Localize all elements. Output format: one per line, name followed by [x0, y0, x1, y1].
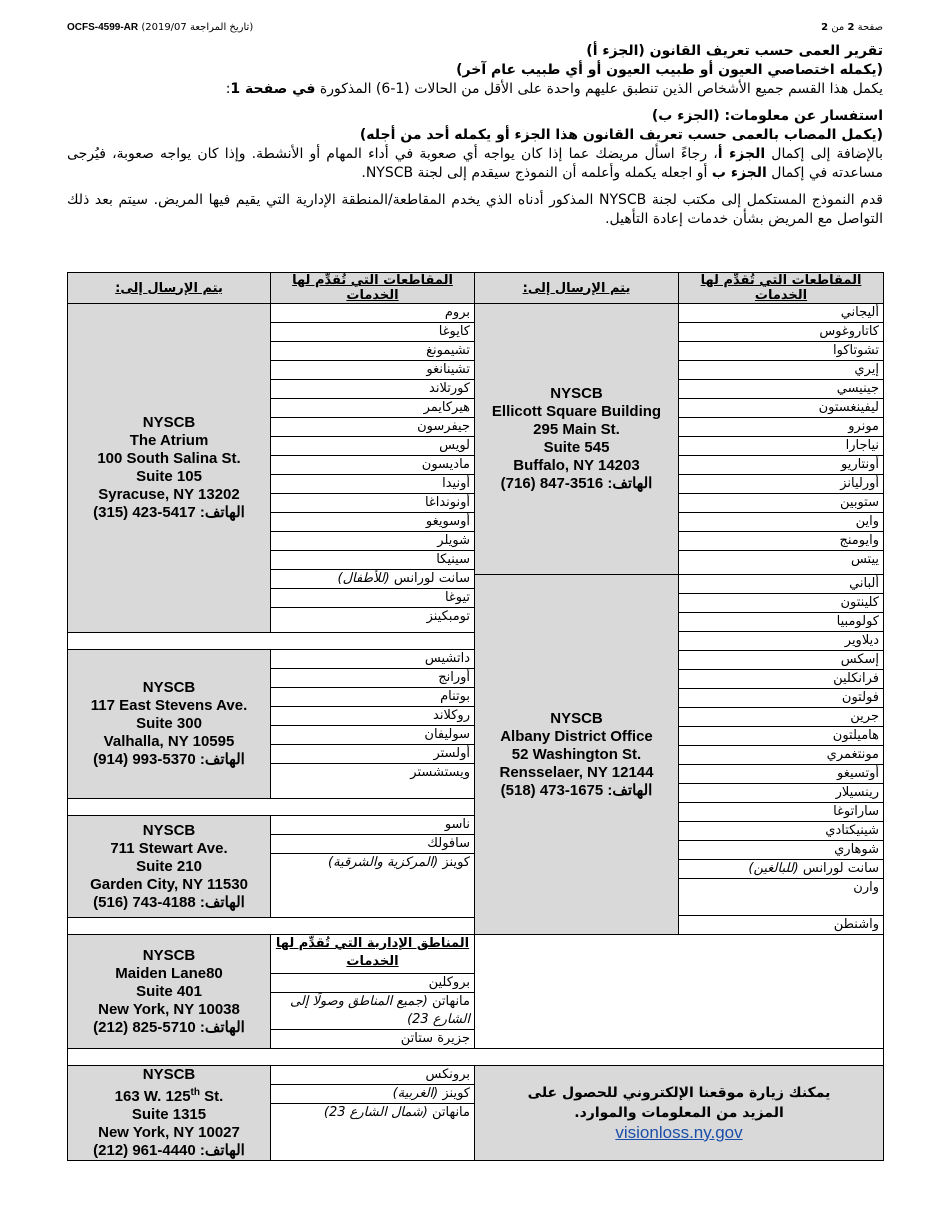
list-item: بوتنام	[271, 688, 474, 707]
harlem-line2	[71, 1084, 267, 1106]
list-item: جرين	[679, 708, 883, 727]
maiden-line1: NYSCB	[142, 946, 196, 964]
website-line1: يمكنك زيارة موقعنا الإلكتروني للحصول على	[527, 1084, 831, 1101]
maiden-boroughs	[271, 935, 475, 1049]
list-item: شوهاري	[679, 841, 883, 860]
list-item: داتشيس	[271, 650, 474, 669]
list-item: روكلاند	[271, 707, 474, 726]
website-line2: المزيد من المعلومات والموارد.	[574, 1104, 784, 1121]
buffalo-phone	[478, 475, 675, 493]
intro-section	[67, 42, 883, 229]
buffalo-counties	[679, 304, 884, 575]
syracuse-phone-label: الهاتف:	[199, 504, 245, 522]
list-item: ييتس	[850, 552, 879, 567]
albany-line4: Rensselaer, NY 12144	[499, 763, 654, 781]
valhalla-line3: Suite 300	[136, 715, 202, 733]
list-item: إسكس	[679, 651, 883, 670]
syracuse-line4: Suite 105	[136, 468, 202, 486]
queens-west: كوينز	[438, 1086, 470, 1101]
albany-counties	[679, 575, 884, 935]
page-of: من	[831, 22, 845, 33]
list-item: بروكلين	[271, 974, 474, 993]
p1-e: أو اجعله يكمله وأعلمه أن النموذج سيقدم إلى لجنة NYSCB.	[361, 165, 712, 181]
row-spacer	[68, 918, 475, 935]
harlem-line2-b: St.	[200, 1088, 224, 1105]
form-id	[67, 22, 253, 33]
harlem-phone	[71, 1142, 267, 1160]
garden-city-line1: NYSCB	[142, 821, 196, 839]
maiden-phone	[71, 1019, 267, 1037]
albany-line2: Albany District Office	[500, 727, 653, 745]
list-item: مونرو	[679, 418, 883, 437]
valhalla-line1: NYSCB	[142, 679, 196, 697]
website-link[interactable]: visionloss.ny.gov	[615, 1122, 743, 1142]
garden-city-phone	[71, 894, 267, 912]
list-item: أونتاريو	[679, 456, 883, 475]
list-item: وايومنج	[679, 532, 883, 551]
list-item	[679, 860, 883, 879]
office-buffalo	[475, 304, 679, 575]
maiden-line3: Suite 401	[136, 982, 202, 1000]
maiden-line4: New York, NY 10038	[98, 1000, 240, 1018]
list-item: شويلر	[271, 532, 474, 551]
list-item: سينيكا	[271, 551, 474, 570]
list-item: تشوتاكوا	[679, 342, 883, 361]
syracuse-line2: The Atrium	[129, 432, 209, 450]
page-current: 2	[847, 22, 855, 33]
list-item: أونيدا	[271, 475, 474, 494]
valhalla-line2: 117 East Stevens Ave.	[90, 697, 248, 715]
manhattan-lower-note: (جميع المناطق وصولًا إلى الشارع 23)	[289, 994, 470, 1027]
list-item: سوليفان	[271, 726, 474, 745]
valhalla-line4: Valhalla, NY 10595	[103, 733, 235, 751]
part-a-text-post: :	[225, 81, 231, 97]
list-item: واين	[679, 513, 883, 532]
office-maiden-lane	[68, 935, 271, 1049]
part-b-title: استفسار عن معلومات: (الجزء ب)	[651, 108, 883, 124]
offices-table	[67, 272, 884, 1161]
garden-city-counties	[271, 816, 475, 918]
harlem-line2-a: 163 W. 125	[114, 1088, 191, 1105]
harlem-line4: New York, NY 10027	[98, 1124, 240, 1141]
list-item: أوتسيغو	[679, 765, 883, 784]
part-a-text-bold: في صفحة 1	[230, 81, 316, 97]
maiden-phone-number: (212) 825-5710	[93, 1018, 196, 1036]
part-b-subtitle: (يكمل المصاب بالعمى حسب تعريف القانون هذا الجزء أو يكمله أحد من أجله)	[359, 127, 883, 143]
list-item: ويستشستر	[410, 765, 470, 781]
office-harlem	[68, 1066, 271, 1161]
syracuse-phone-number: (315) 423-5417	[93, 504, 196, 522]
list-item: أوسويغو	[271, 513, 474, 532]
list-item: كاتاروغوس	[679, 323, 883, 342]
buffalo-line4: Suite 545	[543, 439, 610, 456]
list-item: تشيمونغ	[271, 342, 474, 361]
part-a-text	[67, 80, 883, 99]
albany-line3: 52 Washington St.	[511, 745, 642, 763]
list-item: أليجاني	[679, 304, 883, 323]
empty-cell	[475, 935, 884, 1049]
st-lawrence-children-note: (للأطفال)	[337, 571, 390, 586]
syracuse-line5: Syracuse, NY 13202	[98, 486, 240, 504]
garden-city-line4: Garden City, NY 11530	[90, 875, 248, 893]
p1-c: ، رجاءً اسأل مريضك عما إذا كان يواجه أي صعوبة في أداء المهام أو الأنشطة. وإذا كان يواجه صعوبة، فيُرجى مساعدته في إكمال	[67, 146, 883, 181]
harlem-line3: Suite 1315	[131, 1106, 207, 1123]
list-item: أورليانز	[679, 475, 883, 494]
buffalo-line1: NYSCB	[550, 385, 603, 402]
list-item	[271, 993, 474, 1030]
albany-line1: NYSCB	[550, 709, 603, 727]
part-b-paragraph-1	[67, 145, 883, 183]
albany-phone-number: (518) 473-1675	[500, 781, 604, 799]
list-item: ألباني	[679, 575, 883, 594]
header-counties-left: المقاطعات التي تُقدِّم لها الخدمات	[271, 273, 475, 304]
revision-date: (تاريخ المراجعة 2019/07)	[141, 22, 254, 33]
list-item: شينيكتادي	[679, 822, 883, 841]
manhattan-north: مانهاتن	[427, 1105, 470, 1120]
list-item: هيركايمر	[271, 399, 474, 418]
list-item: كولومبيا	[679, 613, 883, 632]
list-item	[271, 854, 474, 872]
list-item: ناسو	[271, 816, 474, 835]
harlem-line1: NYSCB	[142, 1066, 196, 1083]
list-item: لويس	[271, 437, 474, 456]
page-number	[821, 22, 883, 33]
p1-d: الجزء ب	[711, 165, 767, 181]
list-item: تومبكينز	[426, 609, 470, 624]
list-item: برونكس	[271, 1066, 474, 1085]
manhattan-north-note: (شمال الشارع 23)	[323, 1105, 428, 1120]
valhalla-phone-number: (914) 993-5370	[93, 751, 196, 769]
list-item: جيفرسون	[271, 418, 474, 437]
list-item: وارن	[679, 879, 883, 916]
row-spacer	[68, 633, 475, 650]
buffalo-line5: Buffalo, NY 14203	[513, 457, 640, 474]
list-item: ديلاوير	[679, 632, 883, 651]
harlem-boroughs	[271, 1066, 475, 1161]
harlem-line2-sup: th	[190, 1087, 200, 1098]
albany-phone-label: الهاتف:	[607, 781, 653, 799]
harlem-phone-number: (212) 961-4440	[93, 1142, 196, 1159]
list-item	[271, 1085, 474, 1104]
garden-city-phone-label: الهاتف:	[199, 893, 245, 911]
row-spacer	[68, 799, 475, 816]
office-albany	[475, 575, 679, 935]
office-syracuse	[68, 304, 271, 633]
manhattan-lower: مانهاتن	[427, 994, 470, 1009]
syracuse-phone	[71, 504, 267, 522]
queens-west-note: (الغربية)	[392, 1086, 439, 1101]
list-item: فولتون	[679, 689, 883, 708]
syracuse-counties	[271, 304, 475, 633]
st-lawrence-adults: سانت لورانس	[798, 861, 879, 876]
list-item: ستوبين	[679, 494, 883, 513]
website-cell	[475, 1066, 884, 1161]
list-item: هاميلتون	[679, 727, 883, 746]
garden-city-line2: 711 Stewart Ave.	[110, 839, 228, 857]
list-item: واشنطن	[833, 917, 879, 932]
list-item: كايوغا	[271, 323, 474, 342]
page-total: 2	[821, 22, 829, 33]
header-send-to-right: يتم الإرسال إلى:	[475, 273, 679, 304]
boroughs-header: المناطق الإدارية التي تُقدِّم لها الخدمات	[271, 935, 474, 974]
list-item	[271, 1104, 474, 1122]
header-send-to-left: يتم الإرسال إلى:	[68, 273, 271, 304]
office-garden-city	[68, 816, 271, 918]
list-item	[271, 570, 474, 589]
list-item: ساراتوغا	[679, 803, 883, 822]
list-item: كورتلاند	[271, 380, 474, 399]
list-item: أولستر	[271, 745, 474, 764]
form-number: OCFS-4599-AR	[67, 22, 139, 33]
list-item: سافولك	[271, 835, 474, 854]
row-spacer	[68, 1049, 884, 1066]
page-label: صفحة	[857, 22, 883, 33]
header-counties-right: المقاطعات التي تُقدِّم لها الخدمات	[679, 273, 884, 304]
list-item: ماديسون	[271, 456, 474, 475]
part-a-text-pre: يكمل هذا القسم جميع الأشخاص الذين تنطبق عليهم واحدة على الأقل من الحالات (1-6) المذكورة	[315, 81, 883, 97]
list-item: كلينتون	[679, 594, 883, 613]
harlem-phone-label: الهاتف:	[199, 1142, 245, 1159]
list-item: فرانكلين	[679, 670, 883, 689]
maiden-phone-label: الهاتف:	[199, 1018, 245, 1036]
buffalo-line2: Ellicott Square Building	[491, 403, 662, 420]
list-item: تيوغا	[271, 589, 474, 608]
st-lawrence-children: سانت لورانس	[389, 571, 470, 586]
list-item: نياجارا	[679, 437, 883, 456]
valhalla-phone-label: الهاتف:	[199, 751, 245, 769]
buffalo-phone-label: الهاتف:	[607, 475, 653, 492]
buffalo-line3: 295 Main St.	[533, 421, 620, 438]
list-item: أورانج	[271, 669, 474, 688]
queens-central: كوينز	[438, 855, 470, 871]
part-b-paragraph-2: قدم النموذج المستكمل إلى مكتب لجنة NYSCB المذكور أدناه الذي يخدم المقاطعة/المنطقة الإدارية التي يقيم فيها المريض. سيتم بعد ذلك التواصل مع المريض بشأن خدمات إعادة التأهيل.	[67, 192, 883, 227]
valhalla-phone	[71, 751, 267, 769]
list-item: أونونداغا	[271, 494, 474, 513]
part-a-subtitle: (يكمله اختصاصي العيون أو طبيب العيون أو أي طبيب عام آخر)	[456, 62, 883, 78]
syracuse-line3: 100 South Salina St.	[97, 450, 241, 468]
valhalla-counties	[271, 650, 475, 799]
list-item: إيري	[679, 361, 883, 380]
garden-city-phone-number: (516) 743-4188	[93, 893, 196, 911]
garden-city-line3: Suite 210	[136, 857, 202, 875]
office-valhalla	[68, 650, 271, 799]
list-item: جينيسي	[679, 380, 883, 399]
list-item: جزيرة ستاتن	[400, 1031, 470, 1046]
list-item: رينسيلار	[679, 784, 883, 803]
maiden-line2: Maiden Lane80	[115, 964, 223, 982]
part-a-title: تقرير العمى حسب تعريف القانون (الجزء أ)	[586, 43, 883, 59]
syracuse-line1: NYSCB	[142, 414, 196, 432]
list-item: ليفينغستون	[679, 399, 883, 418]
p1-a: بالإضافة إلى إكمال	[765, 146, 883, 162]
list-item: مونتغمري	[679, 746, 883, 765]
albany-phone	[478, 782, 675, 800]
queens-central-note: (المركزية والشرقية)	[328, 855, 439, 871]
list-item: بروم	[271, 304, 474, 323]
st-lawrence-adults-note: (للبالغين)	[748, 861, 799, 876]
p1-b: الجزء أ	[717, 146, 766, 162]
list-item: تشينانغو	[271, 361, 474, 380]
buffalo-phone-number: (716) 847-3516	[500, 475, 604, 492]
